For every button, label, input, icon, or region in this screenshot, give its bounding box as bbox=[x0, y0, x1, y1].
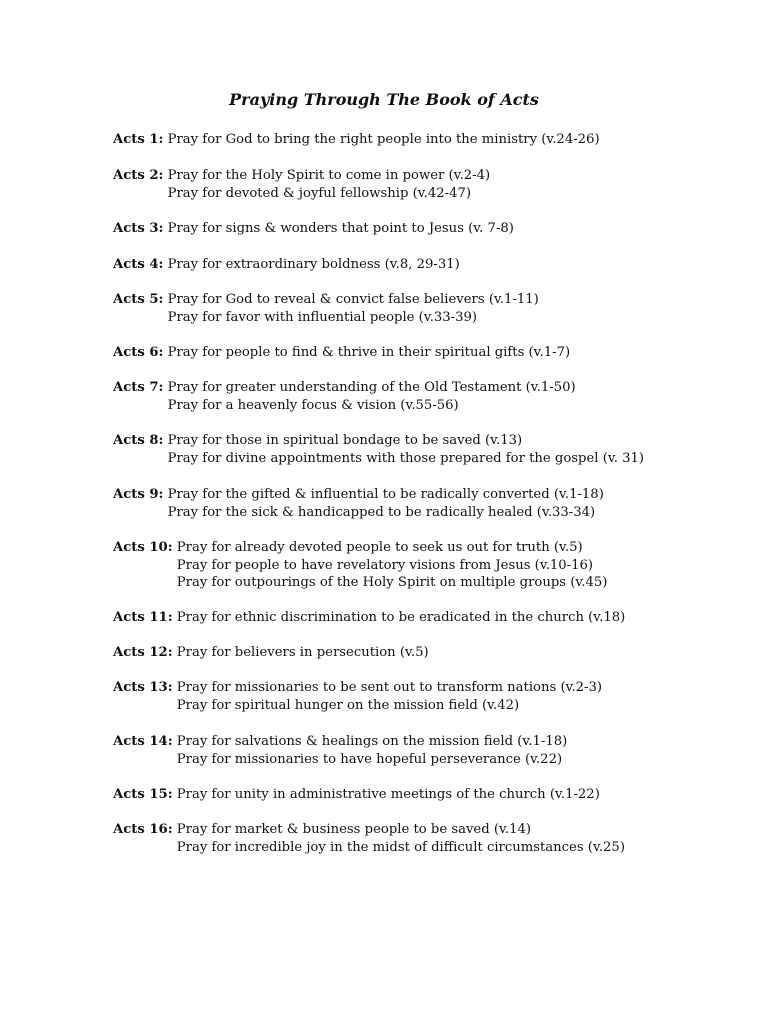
chapter-label: Acts 12: bbox=[113, 645, 173, 660]
acts-entry bbox=[113, 609, 733, 627]
acts-entry bbox=[113, 486, 733, 521]
prayer-text: Pray for salvations & healings on the mission field (v.1-18) bbox=[176, 734, 568, 749]
acts-entry bbox=[113, 432, 733, 467]
chapter-label: Acts 4: bbox=[113, 257, 164, 272]
acts-entry bbox=[113, 220, 733, 238]
prayer-line bbox=[113, 167, 733, 185]
prayer-text: Pray for missionaries to be sent out to transform nations (v.2-3) bbox=[176, 680, 603, 695]
chapter-label: Acts 10: bbox=[113, 540, 173, 555]
acts-entry bbox=[113, 821, 733, 856]
prayer-text: Pray for missionaries to have hopeful perseverance (v.22) bbox=[176, 751, 563, 767]
chapter-label: Acts 2: bbox=[113, 168, 164, 183]
prayer-line bbox=[113, 397, 733, 415]
prayer-line bbox=[113, 450, 733, 468]
acts-entry bbox=[113, 644, 733, 662]
prayer-text: Pray for believers in persecution (v.5) bbox=[176, 645, 429, 660]
prayer-text: Pray for God to reveal & convict false believers (v.1-11) bbox=[167, 292, 539, 307]
acts-entry bbox=[113, 786, 733, 804]
chapter-label: Acts 15: bbox=[113, 787, 173, 802]
prayer-text: Pray for outpourings of the Holy Spirit on multiple groups (v.45) bbox=[176, 575, 608, 590]
prayer-text: Pray for God to bring the right people into the ministry (v.24-26) bbox=[167, 132, 600, 147]
acts-entry bbox=[113, 344, 733, 362]
acts-entry bbox=[113, 733, 733, 768]
prayer-text: Pray for people to have revelatory visions from Jesus (v.10-16) bbox=[176, 557, 594, 573]
prayer-line bbox=[113, 644, 733, 662]
document-title: Praying Through The Book of Acts bbox=[229, 90, 539, 109]
prayer-text: Pray for divine appointments with those prepared for the gospel (v. 31) bbox=[167, 450, 645, 466]
prayer-text: Pray for extraordinary boldness (v.8, 29-31) bbox=[167, 257, 460, 272]
chapter-label: Acts 13: bbox=[113, 680, 173, 695]
acts-entry bbox=[113, 167, 733, 202]
prayer-text: Pray for unity in administrative meetings of the church (v.1-22) bbox=[176, 787, 600, 802]
chapter-label: Acts 5: bbox=[113, 292, 164, 307]
prayer-line bbox=[113, 609, 733, 627]
prayer-line bbox=[113, 256, 733, 274]
acts-entry bbox=[113, 291, 733, 326]
prayer-line bbox=[113, 291, 733, 309]
prayer-text: Pray for incredible joy in the midst of difficult circumstances (v.25) bbox=[176, 839, 625, 855]
prayer-text: Pray for market & business people to be saved (v.14) bbox=[176, 822, 532, 837]
prayer-text: Pray for a heavenly focus & vision (v.55-56) bbox=[167, 397, 459, 413]
acts-entry bbox=[113, 539, 733, 592]
prayer-line bbox=[113, 786, 733, 804]
chapter-label: Acts 7: bbox=[113, 380, 164, 395]
prayer-text: Pray for those in spiritual bondage to be saved (v.13) bbox=[167, 433, 523, 448]
prayer-line bbox=[113, 539, 733, 557]
acts-entry bbox=[113, 256, 733, 274]
prayer-line bbox=[113, 697, 733, 715]
prayer-text: Pray for ethnic discrimination to be eradicated in the church (v.18) bbox=[176, 610, 626, 625]
prayer-text: Pray for already devoted people to seek us out for truth (v.5) bbox=[176, 540, 583, 555]
prayer-line bbox=[113, 504, 733, 522]
prayer-line bbox=[113, 574, 733, 592]
prayer-line bbox=[113, 220, 733, 238]
prayer-line bbox=[113, 821, 733, 839]
prayer-text: Pray for spiritual hunger on the mission field (v.42) bbox=[176, 697, 520, 713]
chapter-label: Acts 3: bbox=[113, 221, 164, 236]
prayer-line bbox=[113, 131, 733, 149]
prayer-line bbox=[113, 185, 733, 203]
prayer-text: Pray for people to find & thrive in their spiritual gifts (v.1-7) bbox=[167, 345, 571, 360]
prayer-text: Pray for the sick & handicapped to be radically healed (v.33-34) bbox=[167, 504, 596, 520]
chapter-label: Acts 6: bbox=[113, 345, 164, 360]
prayer-line bbox=[113, 486, 733, 504]
prayer-text: Pray for favor with influential people (v.33-39) bbox=[167, 309, 478, 325]
chapter-label: Acts 8: bbox=[113, 433, 164, 448]
prayer-line bbox=[113, 309, 733, 327]
prayer-line bbox=[113, 751, 733, 769]
chapter-label: Acts 1: bbox=[113, 132, 164, 147]
prayer-line bbox=[113, 379, 733, 397]
prayer-text: Pray for greater understanding of the Old Testament (v.1-50) bbox=[167, 380, 576, 395]
acts-entry bbox=[113, 679, 733, 714]
prayer-line bbox=[113, 344, 733, 362]
chapter-label: Acts 9: bbox=[113, 487, 164, 502]
prayer-text: Pray for the Holy Spirit to come in power (v.2-4) bbox=[167, 168, 491, 183]
prayer-line bbox=[113, 839, 733, 857]
acts-entry bbox=[113, 131, 733, 149]
prayer-line bbox=[113, 432, 733, 450]
chapter-label: Acts 16: bbox=[113, 822, 173, 837]
prayer-text: Pray for devoted & joyful fellowship (v.42-47) bbox=[167, 185, 472, 201]
prayer-line bbox=[113, 557, 733, 575]
chapter-label: Acts 11: bbox=[113, 610, 173, 625]
prayer-text: Pray for signs & wonders that point to Jesus (v. 7-8) bbox=[167, 221, 514, 236]
chapter-label: Acts 14: bbox=[113, 734, 173, 749]
prayer-text: Pray for the gifted & influential to be radically converted (v.1-18) bbox=[167, 487, 604, 502]
prayer-line bbox=[113, 679, 733, 697]
acts-entry bbox=[113, 379, 733, 414]
prayer-line bbox=[113, 733, 733, 751]
